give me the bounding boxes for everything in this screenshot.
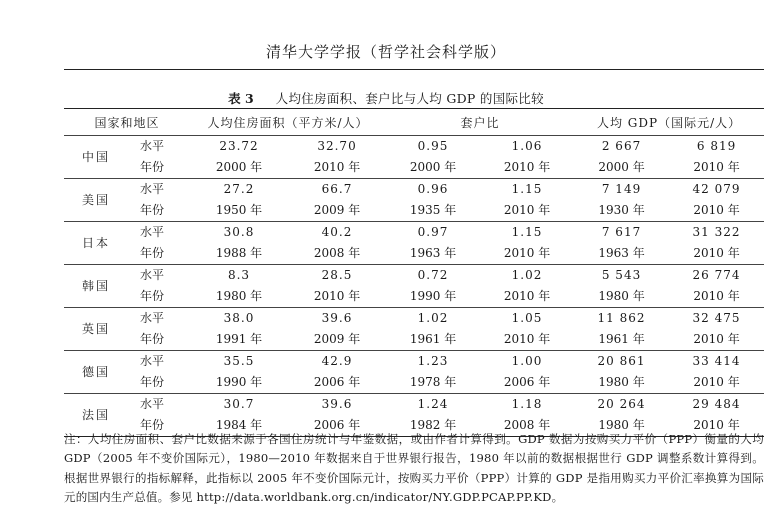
table-row — [64, 308, 764, 330]
year-value: 1984 年 — [190, 415, 288, 437]
year-value: 2010 年 — [480, 200, 574, 222]
level-value: 29 484 — [692, 397, 741, 411]
year-label: 年份 — [128, 200, 190, 222]
level-value: 1.00 — [511, 354, 543, 368]
level-value: 1.06 — [511, 139, 543, 153]
level-label: 水平 — [140, 311, 165, 325]
table-title: 人均住房面积、套户比与人均 GDP 的国际比较 — [275, 91, 544, 106]
year-value: 2009 年 — [288, 329, 386, 351]
header-area: 人均住房面积（平方米/人） — [190, 109, 386, 136]
year-value: 1990 年 — [386, 286, 480, 308]
table-note: 注：人均住房面积、套户比数据来源于各国住房统计与年鉴数据，或由作者计算得到。GDP 数据为按购买力平价（PPP）衡量的人均 GDP（2005 年不变价国际元），1980—2010 年数据来自于世界银行报告，1980 年以前的数据根据世行 GDP 调整系数计算得到。根据世界银行的指标解释，此指标以 2005 年不变价国际元计，按购买力平价（PPP）计算的 GDP 是指用购买力平价汇率换算为国际元的国内生产总值。参见 http://data.worldbank.org.cn/indicator/NY.GDP.PCAP.PP.KD。 — [64, 432, 764, 505]
header-rule — [64, 69, 764, 70]
level-label: 水平 — [140, 397, 165, 411]
year-value: 2010 年 — [669, 243, 764, 265]
level-value: 11 862 — [597, 311, 646, 325]
level-value: 27.2 — [223, 182, 255, 196]
level-label: 水平 — [140, 354, 165, 368]
level-value: 32.70 — [317, 139, 357, 153]
year-value: 1963 年 — [574, 243, 669, 265]
year-value: 1961 年 — [574, 329, 669, 351]
table-row — [64, 136, 764, 158]
table-row — [64, 265, 764, 287]
year-value: 2010 年 — [669, 415, 764, 437]
header-row — [64, 109, 764, 136]
table-row — [64, 243, 764, 265]
level-value: 8.3 — [227, 268, 251, 282]
year-value: 2000 年 — [190, 157, 288, 179]
header-gdp: 人均 GDP（国际元/人） — [574, 109, 764, 136]
level-value: 1.02 — [511, 268, 543, 282]
level-label: 水平 — [140, 268, 165, 282]
header-ratio: 套户比 — [386, 109, 574, 136]
table-row — [64, 200, 764, 222]
level-value: 35.5 — [223, 354, 255, 368]
table-label: 表 3 — [228, 91, 254, 106]
level-value: 39.6 — [321, 397, 353, 411]
level-value: 1.23 — [417, 354, 449, 368]
level-value: 5 543 — [601, 268, 642, 282]
year-label: 年份 — [128, 157, 190, 179]
year-value: 2008 年 — [480, 415, 574, 437]
table-row — [64, 329, 764, 351]
header-region: 国家和地区 — [64, 109, 190, 136]
level-value: 42.9 — [321, 354, 353, 368]
year-value: 1982 年 — [386, 415, 480, 437]
year-value: 2010 年 — [669, 286, 764, 308]
year-value: 1935 年 — [386, 200, 480, 222]
year-value: 2006 年 — [480, 372, 574, 394]
level-label: 水平 — [140, 139, 165, 153]
year-value: 2010 年 — [669, 372, 764, 394]
year-value: 2000 年 — [386, 157, 480, 179]
table-row — [64, 372, 764, 394]
year-value: 1980 年 — [190, 286, 288, 308]
year-value: 1978 年 — [386, 372, 480, 394]
level-value: 30.7 — [223, 397, 255, 411]
year-value: 2010 年 — [480, 243, 574, 265]
year-label: 年份 — [128, 243, 190, 265]
level-value: 1.24 — [417, 397, 449, 411]
table-body — [64, 136, 764, 437]
year-value: 2010 年 — [669, 200, 764, 222]
level-value: 0.97 — [417, 225, 449, 239]
level-value: 26 774 — [692, 268, 741, 282]
level-value: 28.5 — [321, 268, 353, 282]
level-value: 0.96 — [417, 182, 449, 196]
year-value: 2000 年 — [574, 157, 669, 179]
level-value: 33 414 — [692, 354, 741, 368]
year-value: 2008 年 — [288, 243, 386, 265]
level-value: 38.0 — [223, 311, 255, 325]
level-value: 40.2 — [321, 225, 353, 239]
comparison-table — [64, 108, 764, 437]
journal-header: 清华大学学报（哲学社会科学版） — [265, 43, 506, 61]
level-value: 20 264 — [597, 397, 646, 411]
level-value: 0.72 — [417, 268, 449, 282]
year-value: 1950 年 — [190, 200, 288, 222]
level-value: 42 079 — [692, 182, 741, 196]
level-value: 7 617 — [601, 225, 642, 239]
year-value: 1930 年 — [574, 200, 669, 222]
table-row — [64, 351, 764, 373]
year-value: 2006 年 — [288, 415, 386, 437]
level-value: 30.8 — [223, 225, 255, 239]
country-name: 中国 — [64, 136, 128, 179]
level-value: 1.15 — [511, 225, 543, 239]
year-value: 1991 年 — [190, 329, 288, 351]
level-value: 6 819 — [696, 139, 737, 153]
table-row — [64, 286, 764, 308]
year-value: 2010 年 — [288, 286, 386, 308]
table-caption — [0, 89, 772, 107]
level-value: 1.02 — [417, 311, 449, 325]
year-value: 1980 年 — [574, 415, 669, 437]
year-value: 1990 年 — [190, 372, 288, 394]
year-value: 2010 年 — [480, 286, 574, 308]
table-row — [64, 222, 764, 244]
year-value: 2010 年 — [480, 157, 574, 179]
country-name: 美国 — [64, 179, 128, 222]
year-value: 1961 年 — [386, 329, 480, 351]
country-name: 法国 — [64, 394, 128, 437]
level-value: 20 861 — [597, 354, 646, 368]
level-value: 1.05 — [511, 311, 543, 325]
year-value: 2010 年 — [288, 157, 386, 179]
level-value: 1.18 — [511, 397, 543, 411]
year-value: 2010 年 — [669, 329, 764, 351]
level-value: 1.15 — [511, 182, 543, 196]
level-value: 39.6 — [321, 311, 353, 325]
year-value: 1963 年 — [386, 243, 480, 265]
country-name: 英国 — [64, 308, 128, 351]
year-label: 年份 — [128, 286, 190, 308]
level-value: 2 667 — [601, 139, 642, 153]
level-value: 31 322 — [692, 225, 741, 239]
level-value: 0.95 — [417, 139, 449, 153]
level-label: 水平 — [140, 225, 165, 239]
table-row — [64, 179, 764, 201]
country-name: 日本 — [64, 222, 128, 265]
level-value: 66.7 — [321, 182, 353, 196]
year-value: 1988 年 — [190, 243, 288, 265]
level-value: 7 149 — [601, 182, 642, 196]
table-row — [64, 394, 764, 416]
year-value: 1980 年 — [574, 286, 669, 308]
level-value: 32 475 — [692, 311, 741, 325]
year-value: 1980 年 — [574, 372, 669, 394]
year-label: 年份 — [128, 415, 190, 437]
year-value: 2006 年 — [288, 372, 386, 394]
table-row — [64, 157, 764, 179]
year-value: 2010 年 — [480, 329, 574, 351]
country-name: 德国 — [64, 351, 128, 394]
level-value: 23.72 — [219, 139, 259, 153]
year-label: 年份 — [128, 329, 190, 351]
year-label: 年份 — [128, 372, 190, 394]
year-value: 2010 年 — [669, 157, 764, 179]
year-value: 2009 年 — [288, 200, 386, 222]
level-label: 水平 — [140, 182, 165, 196]
country-name: 韩国 — [64, 265, 128, 308]
